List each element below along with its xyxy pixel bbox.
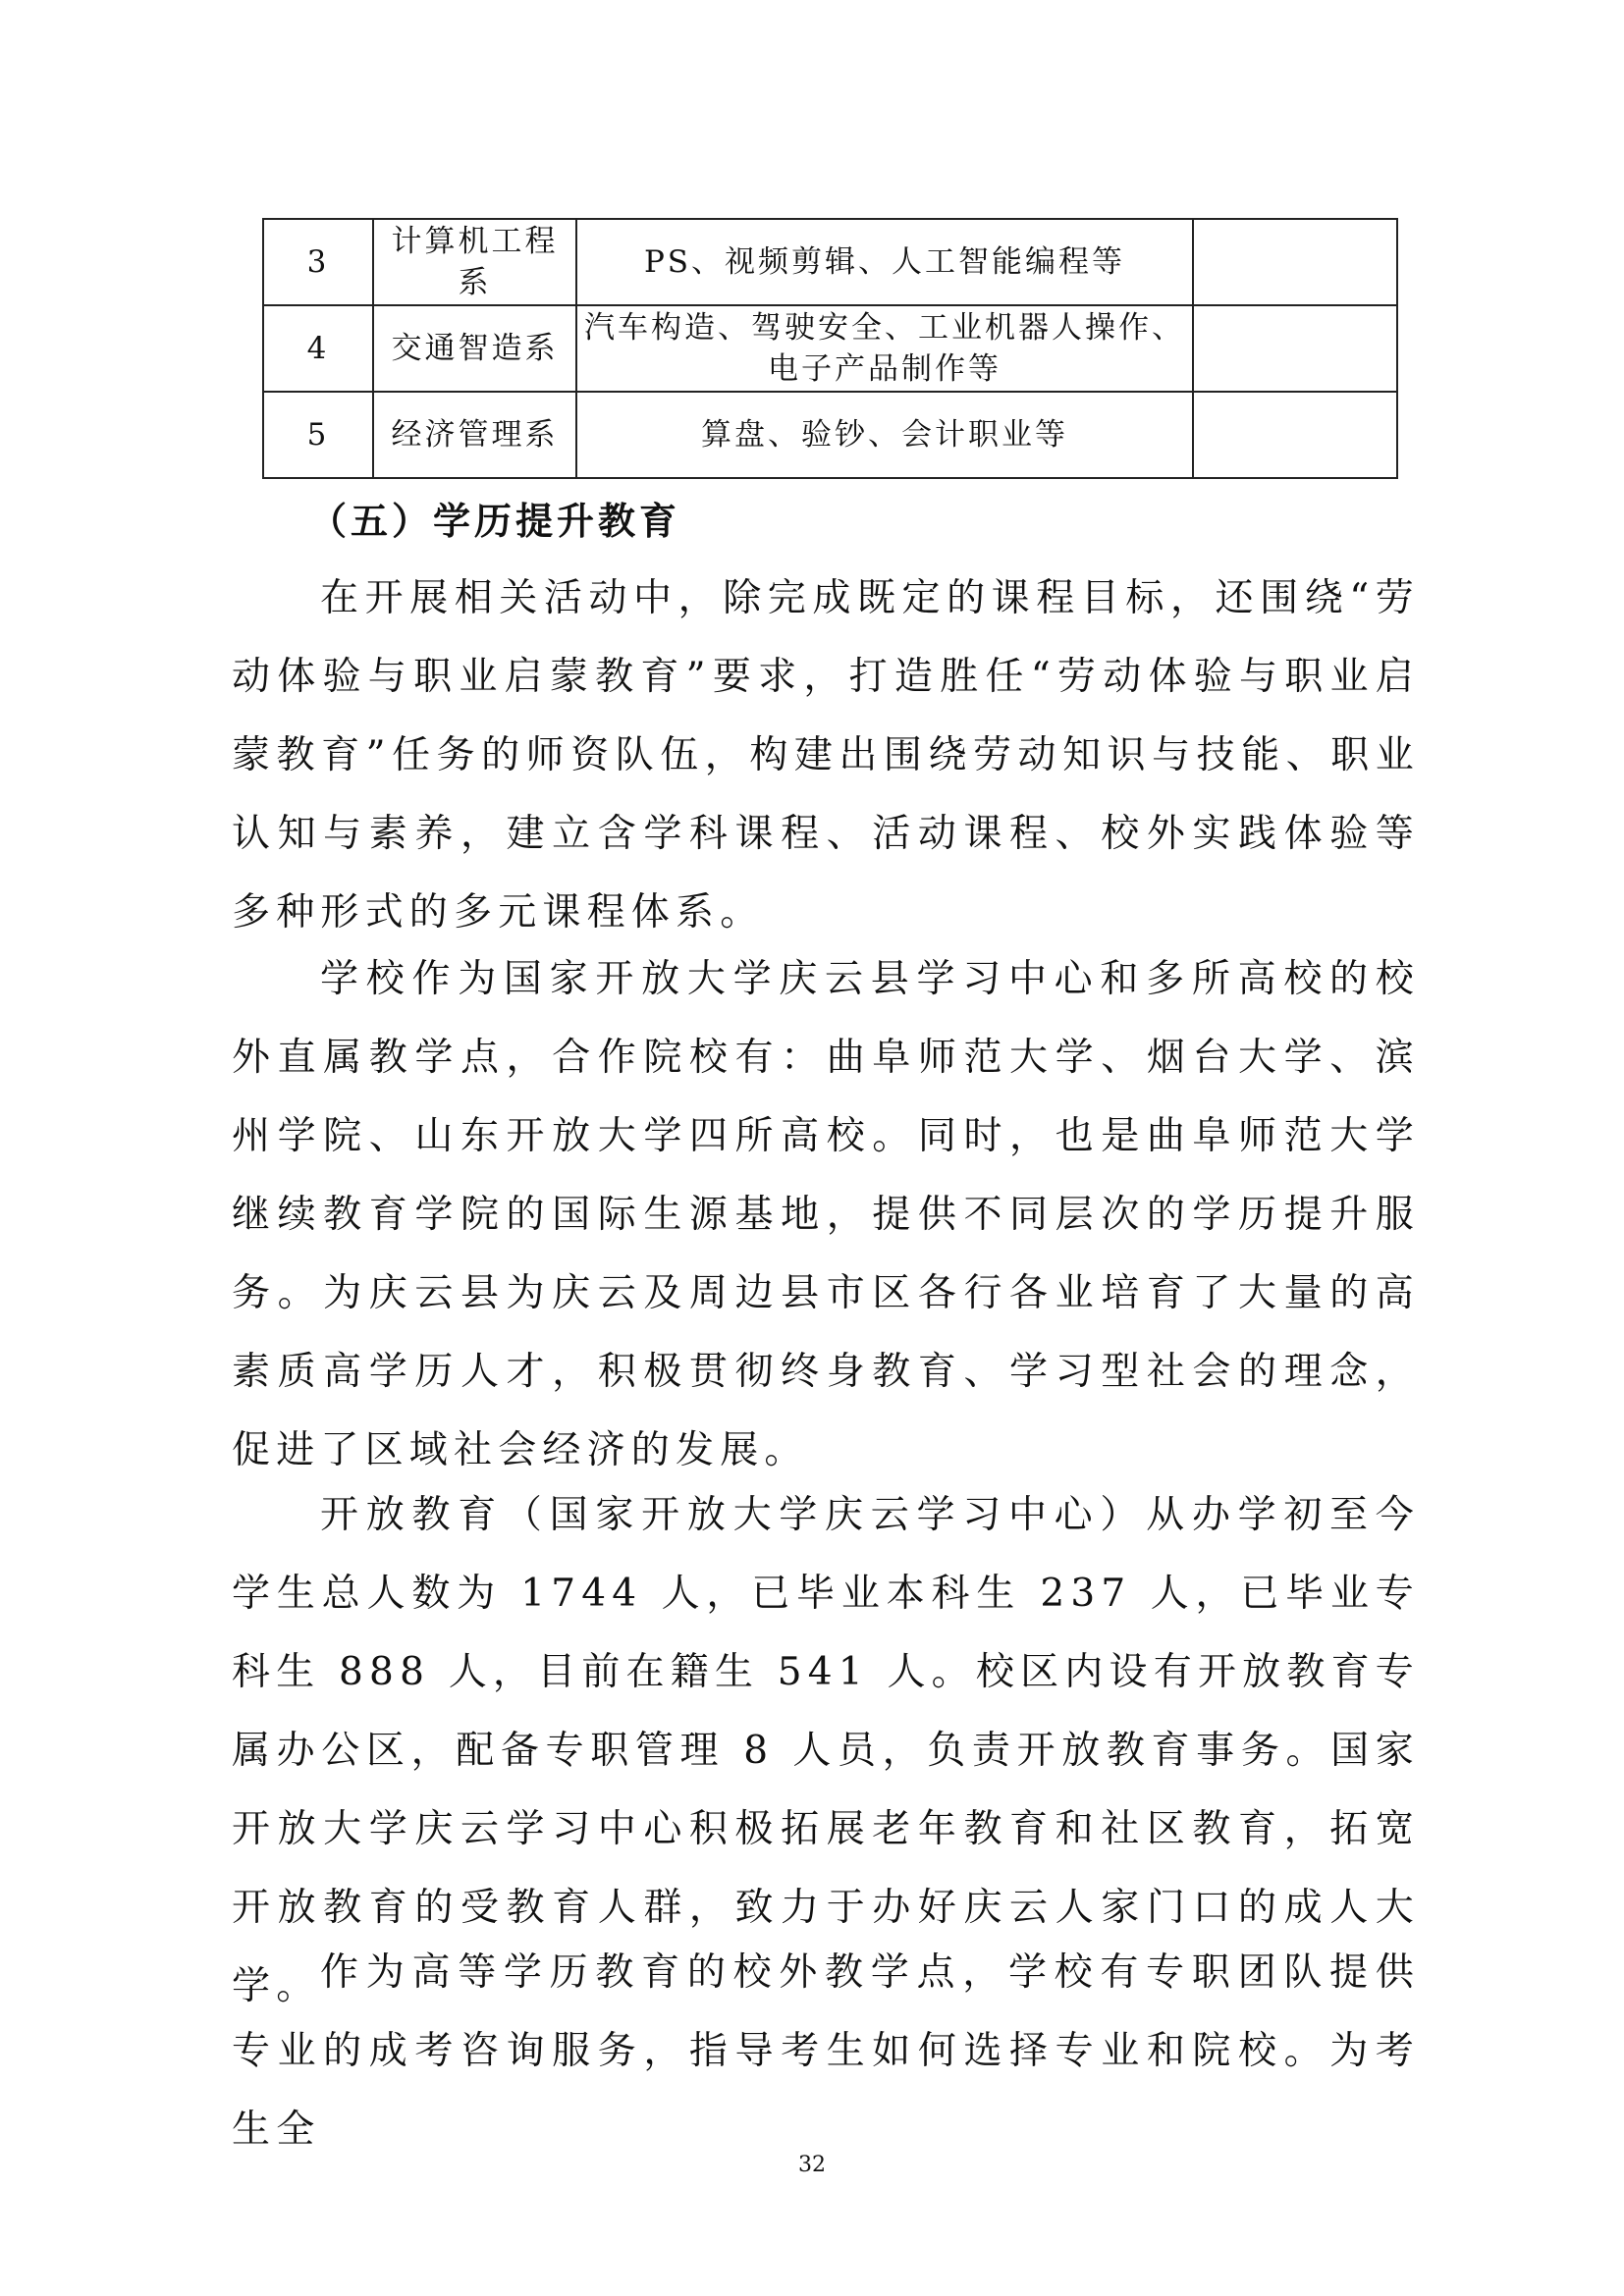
empty-cell	[1193, 305, 1397, 392]
body-paragraph: 在开展相关活动中，除完成既定的课程目标，还围绕“劳动体验与职业启蒙教育”要求，打造胜任“劳动体验与职业启蒙教育”任务的师资队伍，构建出围绕劳动知识与技能、职业认知与素养，建立含学科课程、活动课程、校外实践体验等多种形式的多元课程体系。	[232, 576, 1420, 934]
department-name: 经济管理系	[373, 392, 576, 478]
table-row	[263, 392, 1397, 478]
body-paragraph: 学校作为国家开放大学庆云县学习中心和多所高校的校外直属教学点，合作院校有：曲阜师范大学、烟台大学、滨州学院、山东开放大学四所高校。同时，也是曲阜师范大学继续教育学院的国际生源基地，提供不同层次的学历提升服务。为庆云县为庆云及周边县市区各行各业培育了大量的高素质高学历人才，积极贯彻终身教育、学习型社会的理念，促进了区域社会经济的发展。	[232, 957, 1420, 1472]
course-list: PS、视频剪辑、人工智能编程等	[576, 219, 1193, 305]
page-number: 32	[798, 2153, 826, 2177]
section-heading: （五）学历提升教育	[309, 500, 681, 543]
row-number: 4	[263, 305, 373, 392]
course-table	[262, 218, 1398, 479]
empty-cell	[1193, 392, 1397, 478]
row-number: 3	[263, 219, 373, 305]
course-list: 汽车构造、驾驶安全、工业机器人操作、电子产品制作等	[576, 305, 1193, 392]
department-name: 计算机工程系	[373, 219, 576, 305]
body-paragraph: 作为高等学历教育的校外教学点，学校有专职团队提供专业的成考咨询服务，指导考生如何选择专业和院校。为考生全	[232, 1950, 1420, 2152]
row-number: 5	[263, 392, 373, 478]
table-row	[263, 305, 1397, 392]
department-name: 交通智造系	[373, 305, 576, 392]
table-row	[263, 219, 1397, 305]
body-paragraph: 开放教育（国家开放大学庆云学习中心）从办学初至今学生总人数为 1744 人，已毕业本科生 237 人，已毕业专科生 888 人，目前在籍生 541 人。校区内设有开放教育专属办公区，配备专职管理 8 人员，负责开放教育事务。国家开放大学庆云学习中心积极拓展老年教育和社区教育，拓宽开放教育的受教育人群，致力于办好庆云人家门口的成人大学。	[232, 1493, 1420, 2008]
course-list: 算盘、验钞、会计职业等	[576, 392, 1193, 478]
empty-cell	[1193, 219, 1397, 305]
